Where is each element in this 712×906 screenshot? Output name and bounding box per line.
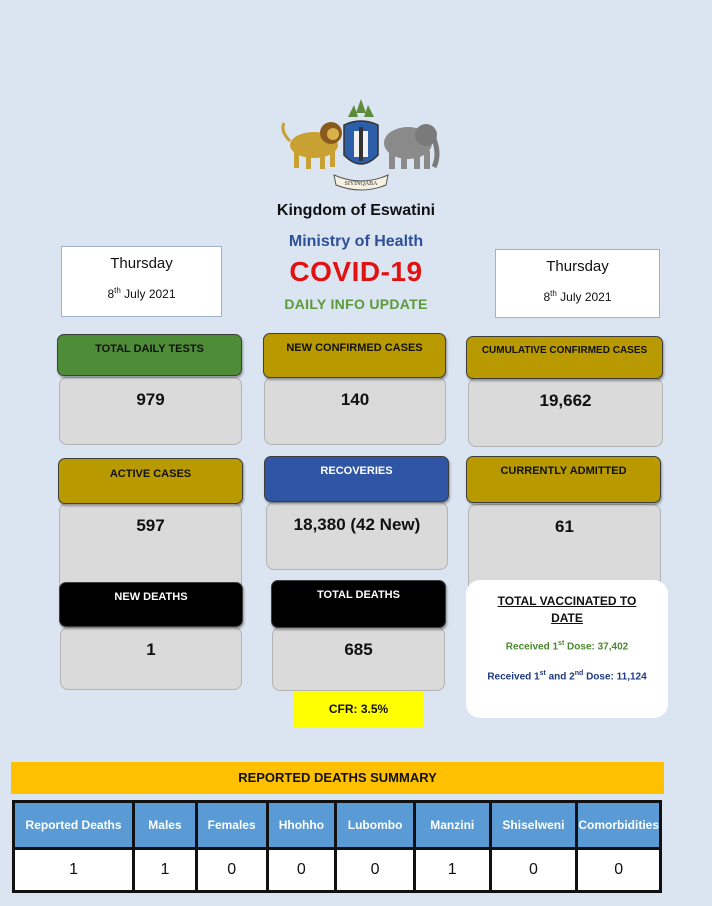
currently-admitted-value: 61 (468, 504, 661, 596)
new-deaths-value: 1 (60, 627, 242, 690)
coat-of-arms-emblem (276, 95, 446, 195)
date-box-left (61, 246, 222, 317)
cfr-badge: CFR: 3.5% (293, 692, 424, 728)
elephant-icon (384, 124, 437, 169)
deaths-summary-table (12, 800, 662, 893)
table-row (14, 849, 661, 892)
date-right-day: Thursday (546, 258, 609, 275)
col-males: Males (134, 802, 197, 849)
cell-comorbidities: 0 (577, 849, 661, 892)
deaths-summary-title: REPORTED DEATHS SUMMARY (11, 762, 664, 794)
new-deaths-label: NEW DEATHS (59, 582, 243, 627)
kingdom-title: Kingdom of Eswatini (276, 202, 436, 219)
col-comorbidities: Comorbidities (577, 802, 661, 849)
new-confirmed-cases-value: 140 (264, 377, 446, 445)
recoveries-label: RECOVERIES (264, 456, 449, 502)
cell-reported-deaths: 1 (14, 849, 134, 892)
vaccination-title: TOTAL VACCINATED TO DATE (497, 594, 637, 625)
col-manzini: Manzini (414, 802, 490, 849)
col-females: Females (196, 802, 267, 849)
active-cases-value: 597 (59, 503, 242, 595)
new-confirmed-cases-label: NEW CONFIRMED CASES (263, 333, 446, 378)
cell-shiselweni: 0 (490, 849, 577, 892)
vaccination-card (466, 580, 668, 718)
cell-manzini: 1 (414, 849, 490, 892)
cell-lubombo: 0 (336, 849, 415, 892)
covid-title: COVID-19 (289, 256, 423, 287)
cell-females: 0 (196, 849, 267, 892)
vaccination-dose1: Received 1st Dose: 37,402 (505, 640, 629, 653)
shield-icon (344, 99, 378, 164)
col-hhohho: Hhohho (267, 802, 336, 849)
total-daily-tests-label: TOTAL DAILY TESTS (57, 334, 242, 376)
emblem-motto: SIYINQABA (344, 181, 378, 187)
col-lubombo: Lubombo (336, 802, 415, 849)
ministry-title: Ministry of Health (288, 233, 424, 250)
vaccination-dose2: Received 1st and 2nd Dose: 11,124 (487, 670, 647, 683)
daily-update-subtitle: DAILY INFO UPDATE (284, 296, 428, 312)
cell-males: 1 (134, 849, 197, 892)
col-shiselweni: Shiselweni (490, 802, 577, 849)
total-daily-tests-value: 979 (59, 377, 242, 445)
date-left-day: Thursday (110, 255, 173, 272)
recoveries-value: 18,380 (42 New) (266, 502, 448, 570)
total-deaths-value: 685 (272, 627, 445, 691)
deaths-summary-header-row (14, 802, 661, 849)
date-right-date: 8th July 2021 (543, 289, 612, 304)
col-reported-deaths: Reported Deaths (14, 802, 134, 849)
total-deaths-label: TOTAL DEATHS (271, 580, 446, 628)
cumulative-confirmed-cases-value: 19,662 (468, 378, 663, 447)
lion-icon (283, 122, 342, 169)
active-cases-label: ACTIVE CASES (58, 458, 243, 504)
date-left-date: 8th July 2021 (107, 286, 176, 301)
cell-hhohho: 0 (267, 849, 336, 892)
date-box-right (495, 249, 660, 318)
cumulative-confirmed-cases-label: CUMULATIVE CONFIRMED CASES (466, 336, 663, 379)
currently-admitted-label: CURRENTLY ADMITTED (466, 456, 661, 503)
